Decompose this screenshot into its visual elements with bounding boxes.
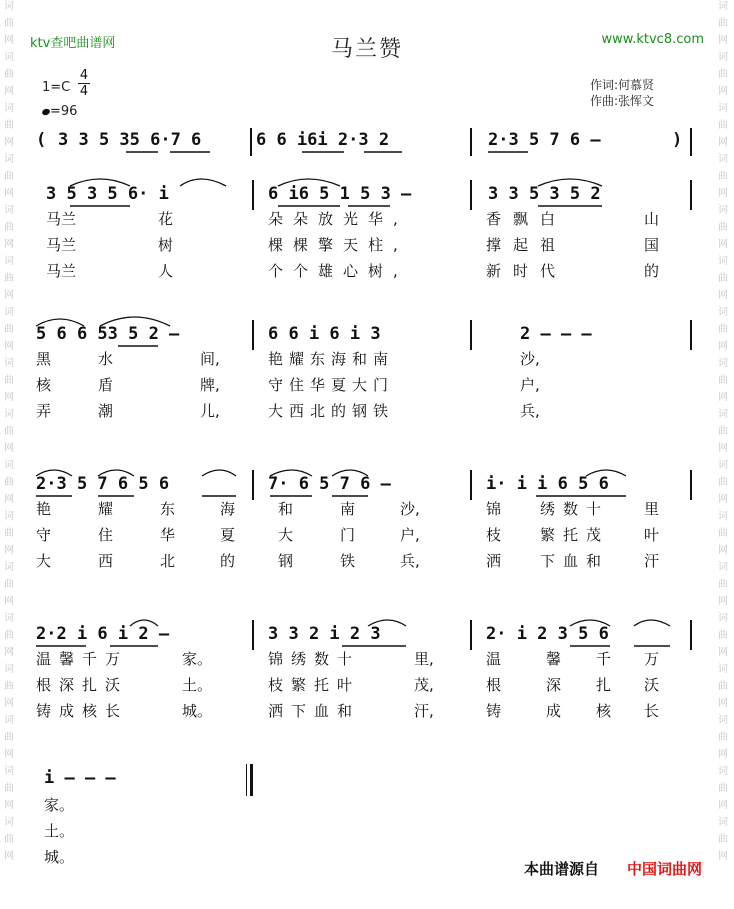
system-row-2: [30, 320, 704, 420]
intro-row: [30, 128, 704, 158]
lyric-verse1-b: 花: [158, 210, 174, 228]
system-row-4: [30, 620, 704, 720]
watermark-glyph: 词: [4, 715, 14, 726]
lyric-cell: 里: [644, 500, 660, 518]
watermark-glyph: 曲: [718, 375, 728, 386]
watermark-glyph: 词: [4, 1, 14, 12]
barline: [252, 620, 254, 650]
lyric-cell: 锦: [486, 500, 502, 518]
watermark-glyph: 词: [718, 154, 728, 165]
row2-measure-1: 5 6 6 53 5 2 –: [36, 324, 180, 344]
lyric-cell: 汗,: [414, 702, 434, 720]
lyric-cell: 千: [596, 650, 612, 668]
lyric-cell: 夏: [220, 526, 236, 544]
lyric-cell: 万: [644, 650, 660, 668]
lyric-cell: 的: [220, 552, 236, 570]
watermark-glyph: 曲: [718, 426, 728, 437]
lyric-verse1-d: 艳耀东海和南: [268, 350, 395, 368]
lyric-cell: 海: [220, 500, 236, 518]
lyric-cell: 和: [278, 500, 294, 518]
watermark-glyph: 词: [4, 103, 14, 114]
watermark-glyph: 词: [4, 52, 14, 63]
watermark-glyph: 网: [718, 749, 728, 760]
watermark-glyph: 词: [718, 766, 728, 777]
time-signature: [78, 68, 90, 100]
watermark-glyph: 网: [718, 35, 728, 46]
lyric-verse3-end: 城。: [44, 848, 75, 866]
watermark-glyph: 曲: [4, 375, 14, 386]
watermark-glyph: 网: [718, 341, 728, 352]
lyric-cell: 大: [278, 526, 294, 544]
intro-open-paren: (: [36, 130, 47, 150]
lyric-cell: 长: [644, 702, 660, 720]
watermark-glyph: 网: [4, 137, 14, 148]
watermark-glyph: 词: [718, 358, 728, 369]
watermark-glyph: 网: [4, 35, 14, 46]
lyric-cell: 馨: [546, 650, 562, 668]
watermark-glyph: 网: [4, 86, 14, 97]
row5-measure-1: i – – –: [44, 768, 116, 788]
lyric-verse3-e: 的: [644, 262, 660, 280]
lyric-verse1-c: 间,: [200, 350, 220, 368]
system-row-5: [30, 764, 704, 864]
barline: [690, 320, 692, 350]
barline: [470, 620, 472, 650]
lyric-verse3-b: 潮: [98, 402, 114, 420]
watermark-glyph: 曲: [4, 18, 14, 29]
watermark-glyph: 曲: [718, 630, 728, 641]
lyric-cell: 铁: [340, 552, 356, 570]
lyric-cell: 守: [36, 526, 52, 544]
barline: [252, 180, 254, 210]
row1-measure-2: 6 i6 5 1 5 3 –: [268, 184, 412, 204]
lyric-verse2-a: 马兰: [46, 236, 77, 254]
watermark-glyph: 网: [4, 647, 14, 658]
watermark-glyph: 词: [718, 307, 728, 318]
watermark-glyph: 网: [718, 647, 728, 658]
lyric-verse2-e: 国: [644, 236, 660, 254]
lyric-cell: 深: [546, 676, 562, 694]
lyric-cell: 铸: [486, 702, 502, 720]
watermark-glyph: 曲: [4, 222, 14, 233]
watermark-glyph: 曲: [4, 834, 14, 845]
lyric-verse3-a: 弄: [36, 402, 52, 420]
watermark-glyph: 曲: [718, 120, 728, 131]
barline: [470, 470, 472, 500]
right-watermark-strip: [718, 0, 730, 867]
watermark-glyph: 词: [718, 562, 728, 573]
lyric-verse1-e: 山: [644, 210, 660, 228]
watermark-glyph: 词: [4, 613, 14, 624]
lyric-cell: 扎: [596, 676, 612, 694]
watermark-glyph: 词: [4, 460, 14, 471]
watermark-glyph: 网: [718, 392, 728, 403]
lyric-cell: 户,: [400, 526, 420, 544]
lyric-cell: 温馨千万: [36, 650, 129, 668]
row1-measure-1: 3 5 3 5 6· i: [46, 184, 169, 204]
lyric-cell: 大: [36, 552, 52, 570]
watermark-glyph: 曲: [718, 18, 728, 29]
lyric-verse2-d: 守住华夏大门: [268, 376, 395, 394]
lyric-cell: 根: [486, 676, 502, 694]
lyric-verse2-a: 核: [36, 376, 52, 394]
watermark-glyph: 网: [4, 749, 14, 760]
watermark-glyph: 词: [4, 766, 14, 777]
watermark-glyph: 词: [4, 256, 14, 267]
time-top: 4: [79, 68, 89, 83]
watermark-glyph: 网: [4, 545, 14, 556]
watermark-glyph: 曲: [718, 528, 728, 539]
watermark-glyph: 网: [4, 851, 14, 862]
watermark-glyph: 网: [4, 494, 14, 505]
watermark-glyph: 曲: [718, 69, 728, 80]
lyric-cell: 艳: [36, 500, 52, 518]
watermark-glyph: 曲: [718, 171, 728, 182]
watermark-glyph: 词: [4, 562, 14, 573]
final-barline-thick: [250, 764, 253, 796]
footer-source-label: 本曲谱源自: [523, 860, 599, 878]
lyric-cell: 钢: [278, 552, 294, 570]
watermark-glyph: 词: [718, 256, 728, 267]
key-signature: 1=C: [42, 80, 71, 95]
watermark-glyph: 曲: [718, 732, 728, 743]
watermark-glyph: 曲: [718, 273, 728, 284]
row4-measure-1: 2·2 i 6 i 2 –: [36, 624, 170, 644]
watermark-glyph: 曲: [4, 69, 14, 80]
row3-measure-2: 7· 6 5 7 6 –: [268, 474, 391, 494]
watermark-glyph: 曲: [4, 273, 14, 284]
intro-underlines: [30, 128, 704, 158]
lyric-verse1-a: 黑: [36, 350, 52, 368]
row3-measure-3: i· i i 6 5 6: [486, 474, 609, 494]
footer-brand-link[interactable]: 中国词曲网: [626, 860, 702, 878]
watermark-glyph: 曲: [718, 222, 728, 233]
row4-measure-2: 3 3 2 i 2 3: [268, 624, 381, 644]
watermark-glyph: 词: [718, 664, 728, 675]
lyric-cell: 叶: [644, 526, 660, 544]
lyric-cell: 枝: [486, 526, 502, 544]
final-barline-thin: [246, 764, 247, 796]
watermark-glyph: 词: [4, 358, 14, 369]
row2-measure-3: 2 – – –: [520, 324, 592, 344]
watermark-glyph: 词: [4, 307, 14, 318]
lyric-cell: 门: [340, 526, 356, 544]
site-left-link[interactable]: ktv查吧曲谱网: [30, 36, 116, 51]
lyric-verse3-c: 儿,: [200, 402, 220, 420]
row2-measure-2: 6 6 i 6 i 3: [268, 324, 381, 344]
barline: [470, 320, 472, 350]
lyric-verse2-end: 土。: [44, 822, 75, 840]
watermark-glyph: 词: [718, 511, 728, 522]
lyric-cell: 根深扎沃: [36, 676, 129, 694]
watermark-glyph: 曲: [4, 732, 14, 743]
lyric-verse2-c: 牌,: [200, 376, 220, 394]
watermark-glyph: 曲: [718, 834, 728, 845]
lyricist-credit: 作词:何慕贤: [590, 78, 655, 92]
lyric-cell: 兵,: [400, 552, 420, 570]
watermark-glyph: 词: [718, 1, 728, 12]
lyric-verse1-end: 家。: [44, 796, 75, 814]
lyric-cell: 温: [486, 650, 502, 668]
lyric-verse3-b: 人: [158, 262, 174, 280]
watermark-glyph: 词: [718, 52, 728, 63]
lyric-cell: 家。: [182, 650, 213, 668]
watermark-glyph: 曲: [718, 579, 728, 590]
watermark-glyph: 词: [718, 205, 728, 216]
system-row-1: [30, 180, 704, 280]
lyric-cell: 北: [160, 552, 176, 570]
lyric-cell: 汗: [644, 552, 660, 570]
lyric-verse1-e: 沙,: [520, 350, 540, 368]
watermark-glyph: 曲: [718, 324, 728, 335]
watermark-glyph: 曲: [4, 477, 14, 488]
watermark-glyph: 词: [4, 409, 14, 420]
lyric-verse3-d: 新时代: [486, 262, 568, 280]
watermark-glyph: 曲: [718, 477, 728, 488]
lyric-verse1-c: 朵朵放光华,: [268, 210, 408, 228]
left-watermark-strip: [4, 0, 16, 867]
watermark-glyph: 网: [4, 392, 14, 403]
watermark-glyph: 词: [718, 817, 728, 828]
watermark-glyph: 词: [718, 409, 728, 420]
lyric-verse1-b: 水: [98, 350, 114, 368]
lyric-cell: 里,: [414, 650, 434, 668]
intro-measure-2: 6 6 i6i 2·3 2: [256, 130, 390, 150]
watermark-glyph: 网: [718, 800, 728, 811]
lyric-cell: 东: [160, 500, 176, 518]
watermark-glyph: 词: [4, 511, 14, 522]
barline: [252, 320, 254, 350]
watermark-glyph: 网: [4, 800, 14, 811]
watermark-glyph: 网: [4, 239, 14, 250]
lyric-verse1-a: 马兰: [46, 210, 77, 228]
watermark-glyph: 网: [718, 596, 728, 607]
intro-measure-1: 3 3 5 35 6·7 6: [58, 130, 202, 150]
watermark-glyph: 曲: [4, 630, 14, 641]
barline: [470, 180, 472, 210]
lyric-verse3-e: 兵,: [520, 402, 540, 420]
lyric-cell: 华: [160, 526, 176, 544]
lyric-cell: 西: [98, 552, 114, 570]
watermark-glyph: 网: [718, 698, 728, 709]
watermark-glyph: 网: [718, 290, 728, 301]
lyric-cell: 南: [340, 500, 356, 518]
composer-credit: 作曲:张恽文: [590, 94, 655, 108]
lyric-cell: 住: [98, 526, 114, 544]
watermark-glyph: 曲: [718, 681, 728, 692]
barline: [690, 470, 692, 500]
row4-measure-3: 2· i 2 3 5 6: [486, 624, 609, 644]
page-title: 马兰赞: [330, 37, 403, 62]
watermark-glyph: 网: [718, 188, 728, 199]
watermark-glyph: 曲: [4, 324, 14, 335]
lyric-cell: 洒下血和: [268, 702, 361, 720]
watermark-glyph: 网: [718, 494, 728, 505]
row1-measure-3: 3 3 5 3 5 2: [488, 184, 601, 204]
watermark-glyph: 网: [718, 137, 728, 148]
barline: [690, 620, 692, 650]
lyric-cell: 城。: [182, 702, 213, 720]
watermark-glyph: 网: [718, 239, 728, 250]
lyric-verse3-d: 大西北的钢铁: [268, 402, 395, 420]
lyric-cell: 沙,: [400, 500, 420, 518]
watermark-glyph: 曲: [4, 120, 14, 131]
lyric-verse2-e: 户,: [520, 376, 540, 394]
row3-measure-1: 2·3 5 7 6 5 6: [36, 474, 170, 494]
lyric-cell: 成: [546, 702, 562, 720]
time-bottom: 4: [79, 84, 89, 99]
lyric-cell: 绣数十: [540, 500, 610, 518]
lyric-cell: 繁托茂: [540, 526, 610, 544]
lyric-cell: 枝繁托叶: [268, 676, 361, 694]
lyric-verse3-a: 马兰: [46, 262, 77, 280]
barline: [252, 470, 254, 500]
watermark-glyph: 曲: [4, 579, 14, 590]
intro-measure-3: 2·3 5 7 6 –: [488, 130, 601, 150]
watermark-glyph: 网: [4, 188, 14, 199]
watermark-glyph: 网: [718, 86, 728, 97]
watermark-glyph: 网: [718, 851, 728, 862]
watermark-glyph: 词: [4, 154, 14, 165]
lyric-verse2-b: 盾: [98, 376, 114, 394]
lyric-cell: 土。: [182, 676, 213, 694]
lyric-cell: 锦绣数十: [268, 650, 361, 668]
watermark-glyph: 网: [4, 698, 14, 709]
watermark-glyph: 曲: [718, 783, 728, 794]
lyric-cell: 耀: [98, 500, 114, 518]
watermark-glyph: 词: [4, 664, 14, 675]
watermark-glyph: 词: [718, 103, 728, 114]
lyric-cell: 核: [596, 702, 612, 720]
watermark-glyph: 曲: [4, 426, 14, 437]
watermark-glyph: 网: [4, 341, 14, 352]
watermark-glyph: 曲: [4, 681, 14, 692]
lyric-verse1-d: 香飘白: [486, 210, 568, 228]
lyric-cell: 茂,: [414, 676, 434, 694]
intro-close-paren: ): [672, 130, 683, 150]
watermark-glyph: 网: [718, 545, 728, 556]
lyric-cell: 下血和: [540, 552, 610, 570]
watermark-glyph: 曲: [4, 528, 14, 539]
watermark-glyph: 网: [4, 290, 14, 301]
lyric-cell: 铸成核长: [36, 702, 129, 720]
watermark-glyph: 曲: [4, 783, 14, 794]
lyric-cell: 沃: [644, 676, 660, 694]
watermark-glyph: 词: [718, 460, 728, 471]
system-row-3: [30, 470, 704, 570]
tempo-marking: [42, 104, 77, 119]
watermark-glyph: 词: [718, 613, 728, 624]
watermark-glyph: 网: [4, 443, 14, 454]
barline: [690, 180, 692, 210]
lyric-cell: 洒: [486, 552, 502, 570]
watermark-glyph: 词: [718, 715, 728, 726]
watermark-glyph: 网: [718, 443, 728, 454]
watermark-glyph: 网: [4, 596, 14, 607]
tempo-value: =96: [50, 104, 78, 119]
watermark-glyph: 曲: [4, 171, 14, 182]
watermark-glyph: 词: [4, 205, 14, 216]
lyric-verse2-c: 棵棵擎天柱,: [268, 236, 408, 254]
lyric-verse2-b: 树: [158, 236, 174, 254]
lyric-verse3-c: 个个雄心树,: [268, 262, 408, 280]
watermark-glyph: 词: [4, 817, 14, 828]
site-right-link[interactable]: www.ktvc8.com: [601, 32, 704, 47]
lyric-verse2-d: 撑起祖: [486, 236, 568, 254]
